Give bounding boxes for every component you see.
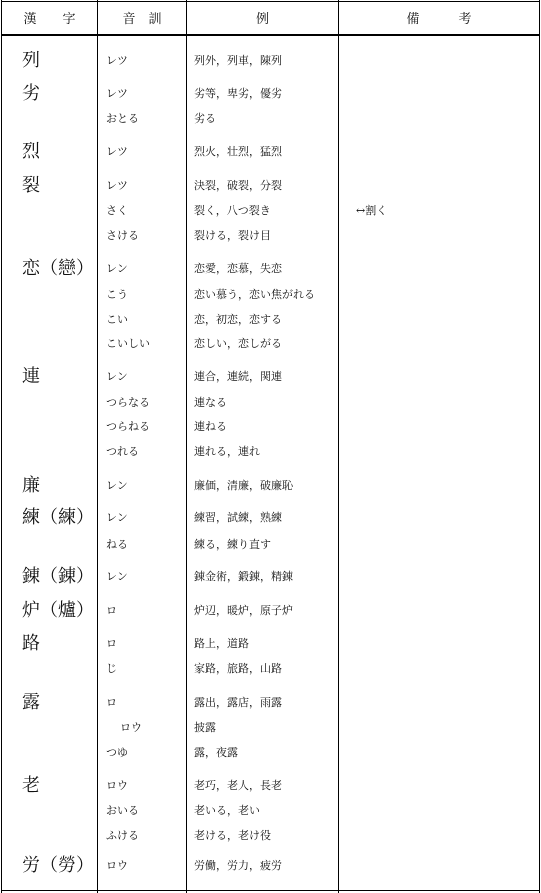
column-border-left: [1, 0, 2, 893]
row-8-reading: こう: [106, 288, 128, 301]
row-5-example: 裂く，八つ裂き: [194, 204, 271, 217]
row-7-reading: レン: [106, 262, 128, 275]
row-16-example: 練習，試練，熟練: [194, 511, 282, 524]
row-26-example: 老いる，老い: [194, 804, 260, 817]
row-21-example: 家路，旅路，山路: [194, 662, 282, 675]
row-17-example: 練る，練り直す: [194, 538, 271, 551]
row-20-example: 路上，道路: [194, 637, 249, 650]
row-13-example: 連ねる: [194, 420, 227, 433]
row-8-example: 恋い慕う，恋い焦がれる: [194, 288, 315, 301]
row-4-kanji: 裂: [22, 175, 40, 196]
row-22-kanji: 露: [22, 692, 40, 713]
row-11-reading: レン: [106, 370, 128, 383]
row-5-note: ↔割く: [356, 204, 388, 217]
row-28-kanji: 労（勞）: [22, 855, 94, 876]
row-20-reading: ロ: [106, 637, 117, 650]
row-11-kanji: 連: [22, 366, 40, 387]
row-9-reading: こい: [106, 313, 128, 326]
row-23-reading: ロウ: [120, 721, 142, 734]
row-1-reading: レツ: [106, 87, 128, 100]
row-3-example: 烈火，壮烈，猛烈: [194, 145, 282, 158]
row-27-example: 老ける，老け役: [194, 829, 271, 842]
row-1-kanji: 劣: [22, 83, 40, 104]
row-19-example: 炉辺，暖炉，原子炉: [194, 604, 293, 617]
row-2-reading: おとる: [106, 112, 139, 125]
row-16-reading: レン: [106, 511, 128, 524]
row-2-example: 劣る: [194, 112, 216, 125]
row-0-kanji: 列: [22, 50, 40, 71]
row-1-example: 劣等，卑劣，優劣: [194, 87, 282, 100]
row-18-kanji: 錬（錬）: [22, 566, 94, 587]
row-27-reading: ふける: [106, 829, 139, 842]
column-border-right: [539, 0, 540, 893]
row-9-example: 恋，初恋，恋する: [194, 313, 282, 326]
row-0-reading: レツ: [106, 54, 128, 67]
row-4-reading: レツ: [106, 179, 128, 192]
header-example: 例: [255, 12, 269, 27]
row-14-example: 連れる，連れ: [194, 445, 260, 458]
row-19-kanji: 炉（爐）: [22, 600, 94, 621]
row-28-reading: ロウ: [106, 859, 128, 872]
row-7-example: 恋愛，恋慕，失恋: [194, 262, 282, 275]
row-12-reading: つらなる: [106, 396, 150, 409]
row-10-reading: こいしい: [106, 337, 150, 350]
column-border-1: [97, 0, 98, 893]
row-15-kanji: 廉: [22, 475, 40, 496]
header-note: 備 考: [406, 12, 472, 27]
row-24-example: 露，夜露: [194, 746, 238, 759]
row-26-reading: おいる: [106, 804, 139, 817]
table-bottom-border: [1, 890, 540, 891]
row-20-kanji: 路: [22, 633, 40, 654]
row-23-example: 披露: [194, 721, 216, 734]
row-22-example: 露出，露店，雨露: [194, 696, 282, 709]
column-border-3: [338, 0, 339, 893]
row-15-example: 廉価，清廉，破廉恥: [194, 479, 293, 492]
row-25-kanji: 老: [22, 775, 40, 796]
column-border-2: [186, 0, 187, 893]
row-17-reading: ねる: [106, 538, 128, 551]
row-10-example: 恋しい，恋しがる: [194, 337, 282, 350]
row-13-reading: つらねる: [106, 420, 150, 433]
row-19-reading: ロ: [106, 604, 117, 617]
row-4-example: 決裂，破裂，分裂: [194, 179, 282, 192]
row-12-example: 連なる: [194, 396, 227, 409]
row-18-example: 錬金術，鍛錬，精錬: [194, 570, 293, 583]
row-11-example: 連合，連続，関連: [194, 370, 282, 383]
row-18-reading: レン: [106, 570, 128, 583]
row-3-kanji: 烈: [22, 141, 40, 162]
row-16-kanji: 練（練）: [22, 507, 94, 528]
row-0-example: 列外，列車，陳列: [194, 54, 282, 67]
row-6-example: 裂ける，裂け目: [194, 229, 271, 242]
row-3-reading: レツ: [106, 145, 128, 158]
row-21-reading: じ: [106, 662, 117, 675]
row-24-reading: つゆ: [106, 746, 128, 759]
row-6-reading: さける: [106, 229, 139, 242]
row-14-reading: つれる: [106, 445, 139, 458]
header-reading: 音 訓: [122, 12, 162, 27]
header-divider: [1, 34, 540, 36]
row-15-reading: レン: [106, 479, 128, 492]
row-7-kanji: 恋（戀）: [22, 258, 94, 279]
row-25-example: 老巧，老人，長老: [194, 779, 282, 792]
row-28-example: 労働，労力，疲労: [194, 859, 282, 872]
row-5-reading: さく: [106, 204, 128, 217]
header-kanji: 漢 字: [23, 12, 76, 27]
row-22-reading: ロ: [106, 696, 117, 709]
row-25-reading: ロウ: [106, 779, 128, 792]
